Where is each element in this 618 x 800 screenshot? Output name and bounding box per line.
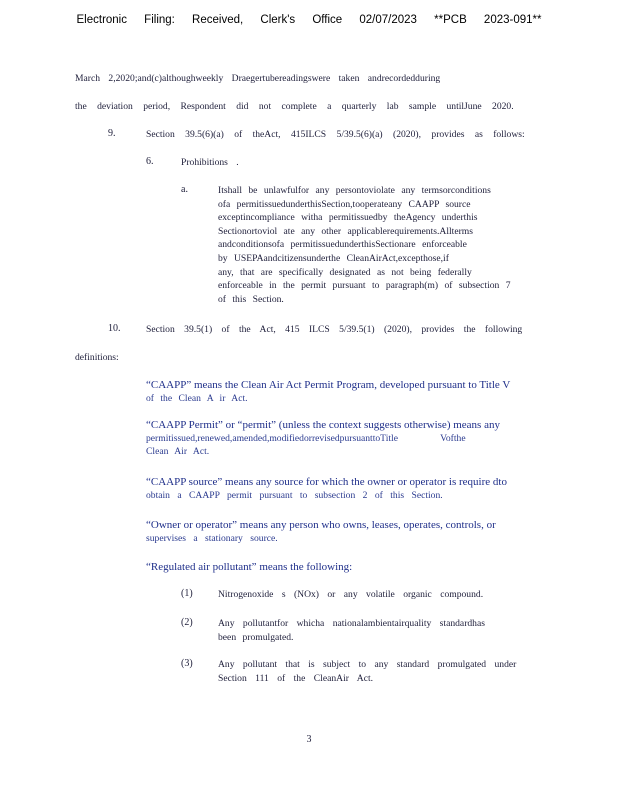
- page-number: 3: [306, 734, 312, 745]
- paragraph-10-text: Section 39.5(1) of the Act, 415 ILCS 5/39.5(1) (2020), provides the following: [146, 324, 523, 335]
- item-a-line: Itshall be unlawfulfor any persontoviolate any termsorconditions: [218, 185, 491, 196]
- definition-regulated-air-pollutant: [146, 561, 556, 574]
- item-a-line: ofa permitissuedunderthisSection,tooperateany CAAPP source: [218, 198, 471, 210]
- definition-caapp-source: [146, 476, 556, 502]
- definition-owner-operator: [146, 519, 556, 545]
- definition-line: supervises a stationary source.: [146, 533, 278, 544]
- definition-line: permitissued,renewed,amended,modifiedorrevisedpursuanttoTitle Vofthe: [146, 433, 466, 444]
- definition-line: Clean Air Act.: [146, 446, 210, 457]
- pollutant-2-number: (2): [181, 617, 193, 628]
- definition-line: of the Clean A ir Act.: [146, 393, 248, 404]
- item-a-line: of this Section.: [218, 293, 284, 305]
- paragraph-9-number: 9.: [108, 128, 116, 139]
- pollutant-2-block: [218, 617, 485, 644]
- pollutant-1-text: Nitrogenoxide s (NOx) or any volatile organic compound.: [218, 589, 484, 600]
- pollutant-3-line: Any pollutant that is subject to any standard promulgated under: [218, 659, 517, 670]
- subsection-6-number: 6.: [146, 156, 154, 167]
- item-a-line: any, that are specifically designated as not being federally: [218, 266, 472, 278]
- item-a-letter: a.: [181, 184, 188, 195]
- filing-header: Electronic Filing: Received, Clerk's Office 02/07/2023 **PCB 2023-091**: [76, 14, 542, 26]
- paragraph-10-number: 10.: [108, 323, 121, 334]
- pollutant-2-line: Any pollutantfor whicha nationalambientairquality standardhas: [218, 618, 485, 629]
- item-a-line: exceptincompliance witha permitissuedby theAgency underthis: [218, 212, 478, 224]
- item-a-line: by USEPAandcitizensunderthe CleanAirAct,excepthose,if: [218, 252, 449, 264]
- paragraph-9-text: Section 39.5(6)(a) of theAct, 415ILCS 5/39.5(6)(a) (2020), provides as follows:: [146, 129, 525, 140]
- definition-caapp: [146, 379, 556, 405]
- definition-line: “CAAPP source” means any source for which the owner or operator is require dto: [146, 476, 507, 488]
- subsection-6-heading: Prohibitions .: [181, 157, 239, 168]
- definition-line: “CAAPP” means the Clean Air Act Permit Program, developed pursuant to Title V: [146, 379, 511, 391]
- pollutant-3-number: (3): [181, 658, 193, 669]
- body-line-1: March 2,2020;and(c)althoughweekly Draegertubereadingswere taken andrecordedduring: [75, 73, 441, 84]
- pollutant-3-line: Section 111 of the CleanAir Act.: [218, 672, 374, 684]
- definition-line: “Owner or operator” means any person who owns, leases, operates, controls, or: [146, 519, 496, 531]
- definition-line: “CAAPP Permit” or “permit” (unless the context suggests otherwise) means any: [146, 419, 500, 431]
- pollutant-2-line: been promulgated.: [218, 631, 294, 643]
- pollutant-1-number: (1): [181, 588, 193, 599]
- definition-line: “Regulated air pollutant” means the following:: [146, 561, 353, 573]
- pollutant-3-block: [218, 658, 516, 685]
- item-a-line: enforceable in the permit pursuant to paragraph(m) of subsection 7: [218, 280, 511, 292]
- item-a-line: Sectionortoviol ate any other applicablerequirements.Allterms: [218, 225, 473, 237]
- definition-caapp-permit: [146, 419, 556, 458]
- body-line-2: the deviation period, Respondent did not complete a quarterly lab sample untilJune 2020.: [75, 101, 514, 112]
- item-a-block: [218, 184, 511, 306]
- paragraph-10-continuation: definitions:: [75, 352, 119, 363]
- definition-line: obtain a CAAPP permit pursuant to subsection 2 of this Section.: [146, 490, 443, 501]
- item-a-line: andconditionsofa permitissuedunderthisSectionare enforceable: [218, 239, 467, 251]
